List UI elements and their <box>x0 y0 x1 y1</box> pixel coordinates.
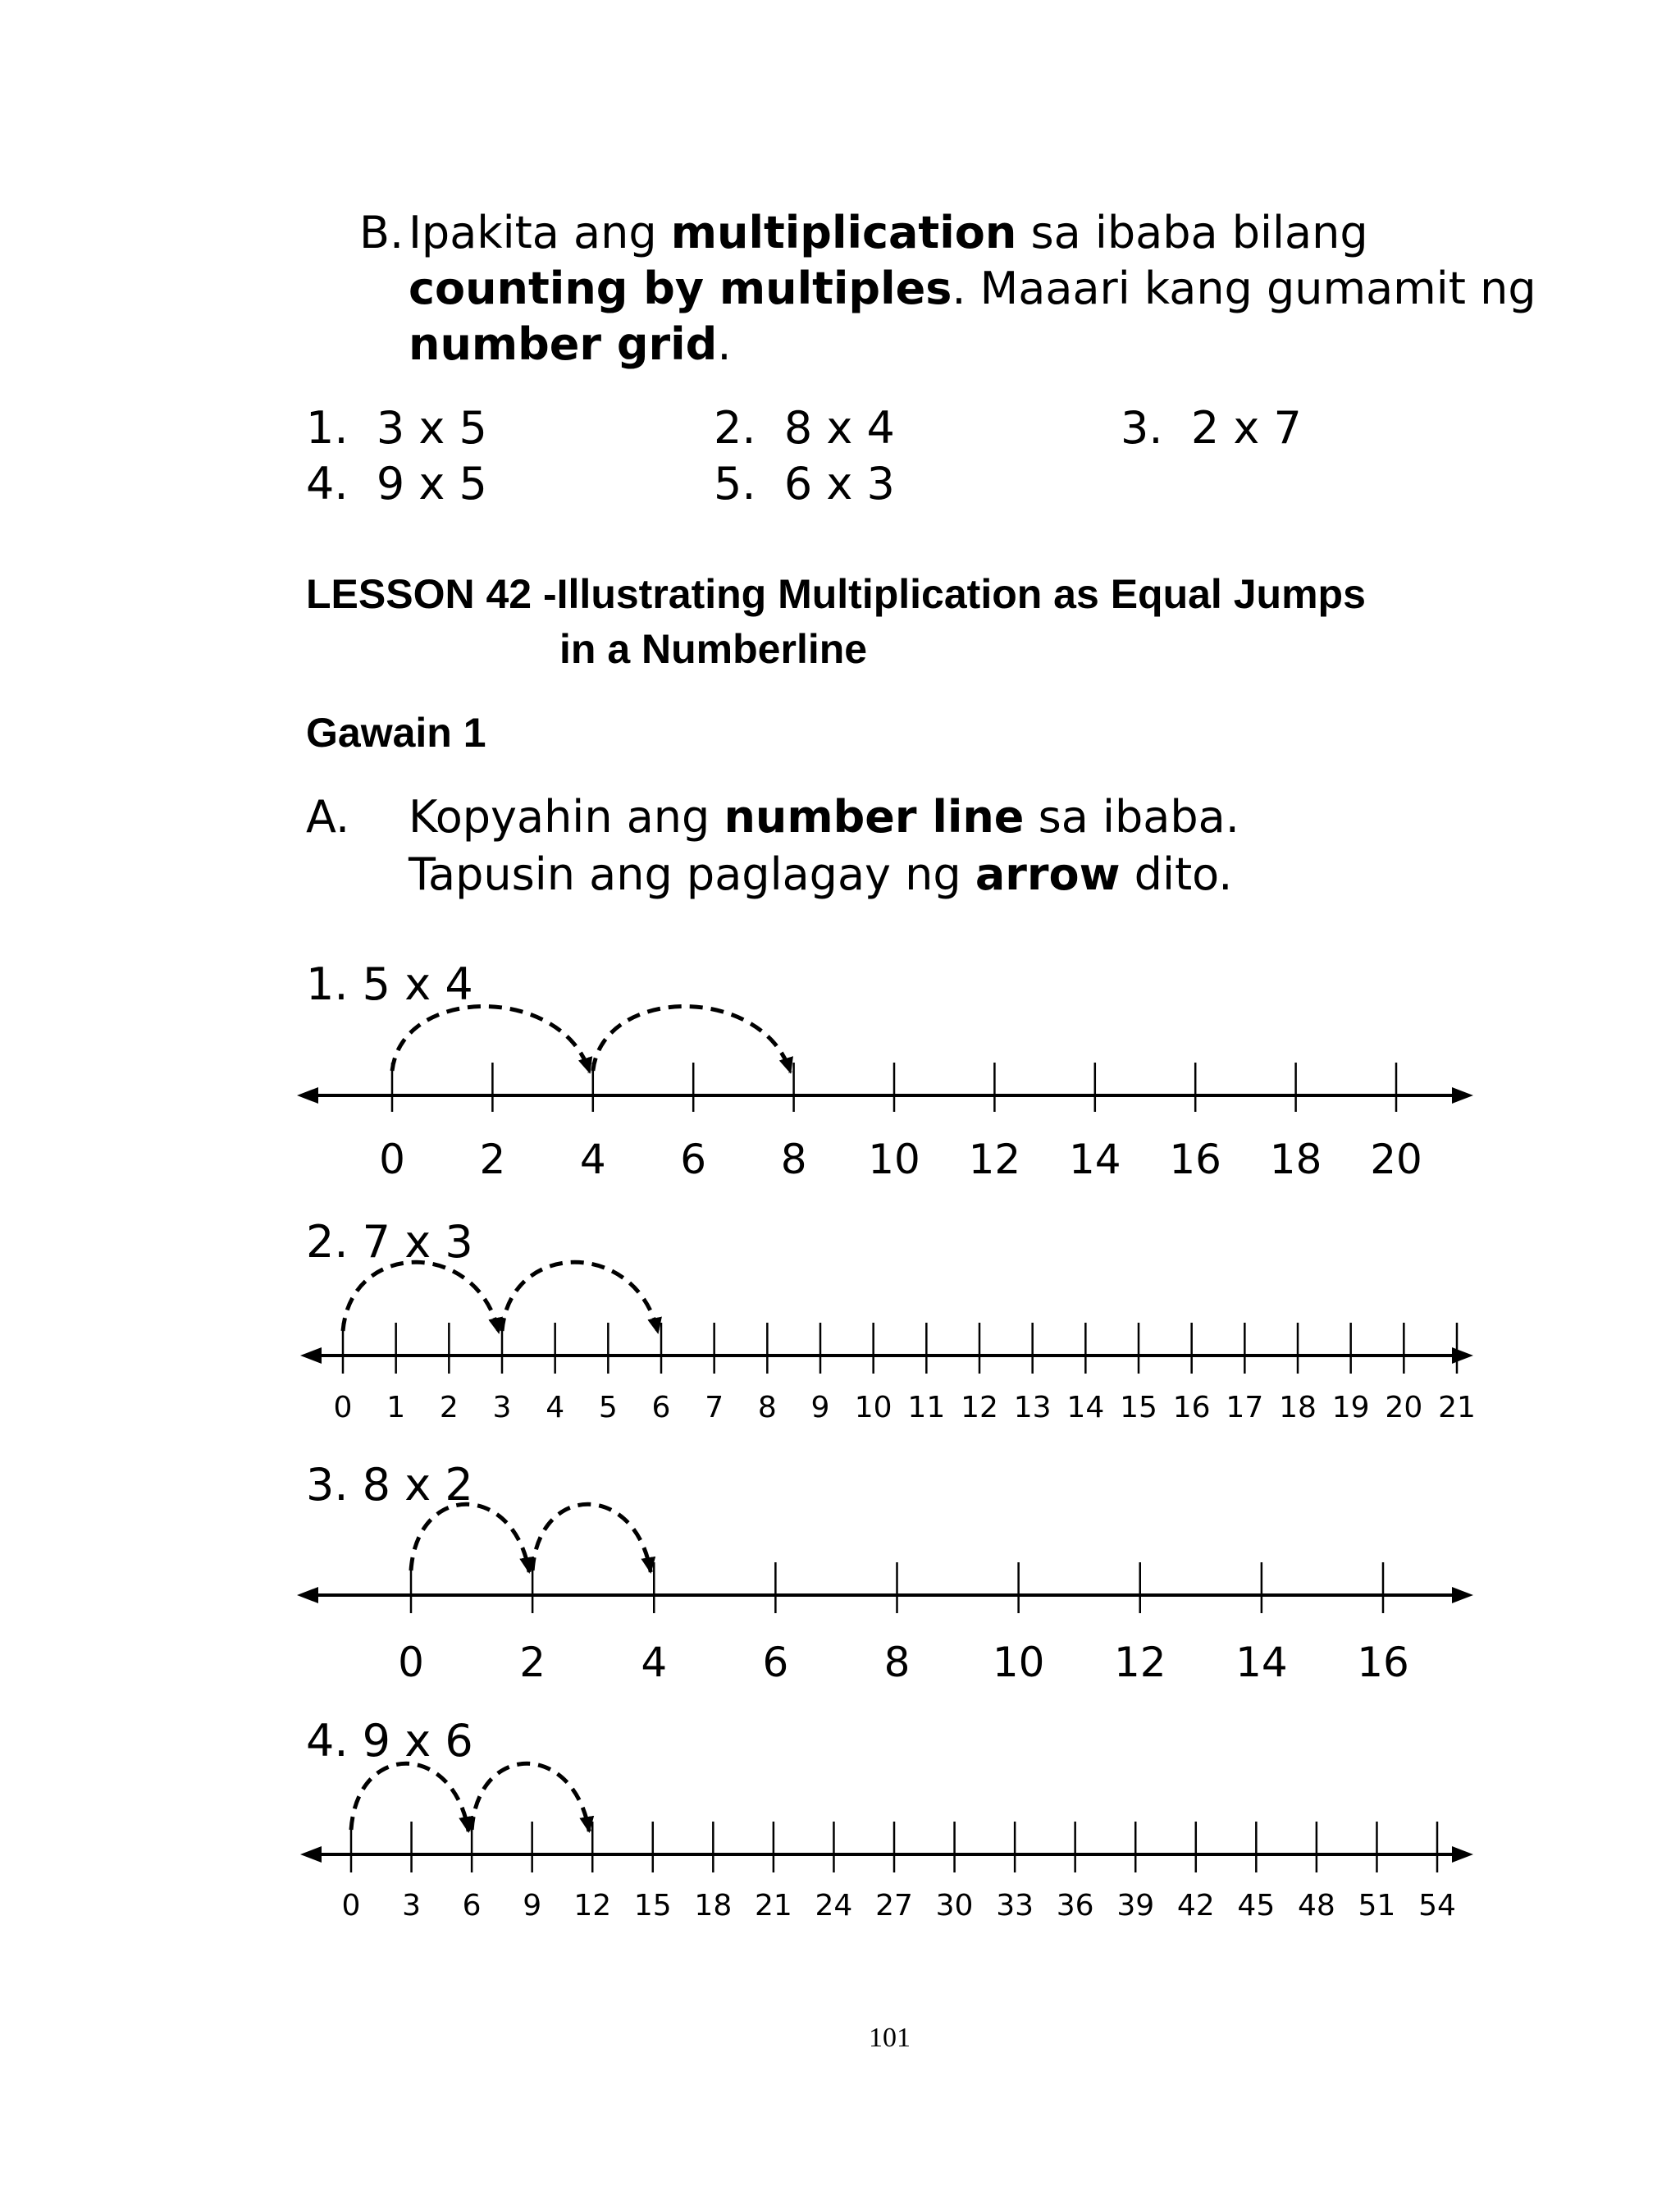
bold-term: counting by multiples <box>409 263 952 314</box>
tick-label: 18 <box>1269 1136 1322 1183</box>
tick-label: 8 <box>883 1639 911 1686</box>
tick-label: 0 <box>379 1136 405 1183</box>
tick-label: 8 <box>757 1391 777 1424</box>
tick-label: 15 <box>633 1889 672 1923</box>
exercise-item: 3. 2 x 7 <box>1121 402 1302 454</box>
tick-label: 17 <box>1226 1391 1264 1424</box>
tick-label: 16 <box>1169 1136 1222 1183</box>
tick-label: 0 <box>341 1889 361 1923</box>
text: Tapusin ang paglagay ng <box>409 848 975 900</box>
text: . <box>717 318 732 370</box>
lesson-title-cont: in a Numberline <box>559 626 868 672</box>
number-line-3 <box>0 1485 1680 1686</box>
tick-label: 6 <box>680 1136 707 1183</box>
tick-label: 11 <box>907 1391 946 1424</box>
tick-label: 9 <box>523 1889 542 1923</box>
tick-label: 3 <box>492 1391 512 1424</box>
tick-label: 0 <box>333 1391 353 1424</box>
tick-label: 7 <box>705 1391 724 1424</box>
numberline-label: 1. 5 x 4 <box>306 958 473 1010</box>
bold-term: arrow <box>975 848 1121 900</box>
tick-label: 20 <box>1370 1136 1422 1183</box>
tick-label: 24 <box>815 1889 853 1923</box>
section-b-line-2 <box>409 261 1536 317</box>
tick-label: 42 <box>1176 1889 1215 1923</box>
tick-label: 36 <box>1056 1889 1094 1923</box>
tick-label: 4 <box>641 1639 668 1686</box>
tick-label: 48 <box>1297 1889 1335 1923</box>
numberline-label: 3. 8 x 2 <box>306 1459 473 1511</box>
tick-label: 1 <box>386 1391 406 1424</box>
section-b-letter: B. <box>359 207 404 258</box>
bold-term: multiplication <box>670 207 1017 258</box>
tick-label: 12 <box>961 1391 998 1424</box>
lesson-title: LESSON 42 -Illustrating Multiplication as Equal Jumps <box>306 571 1366 617</box>
exercise-item: 2. 8 x 4 <box>714 402 895 454</box>
section-a-line-1 <box>409 789 1239 845</box>
jump-arrow <box>351 1763 468 1831</box>
tick-label: 10 <box>992 1639 1045 1686</box>
number-line-4 <box>0 1748 1680 1936</box>
numberline-label: 4. 9 x 6 <box>306 1715 473 1767</box>
tick-label: 20 <box>1385 1391 1423 1424</box>
tick-label: 9 <box>810 1391 830 1424</box>
bold-term: number line <box>724 791 1025 843</box>
text: Ipakita ang <box>409 207 671 258</box>
text: Kopyahin ang <box>409 791 724 843</box>
section-a-line-2 <box>409 847 1232 903</box>
tick-label: 10 <box>854 1391 892 1424</box>
jump-arrow <box>411 1504 529 1572</box>
tick-label: 21 <box>1438 1391 1476 1424</box>
tick-label: 2 <box>479 1136 506 1183</box>
tick-label: 30 <box>935 1889 974 1923</box>
numberline-label: 2. 7 x 3 <box>306 1216 473 1268</box>
section-b-line-1 <box>409 205 1368 261</box>
tick-label: 51 <box>1358 1889 1396 1923</box>
tick-label: 12 <box>573 1889 612 1923</box>
number-line-1 <box>0 985 1680 1182</box>
exercise-item: 5. 6 x 3 <box>714 458 895 510</box>
gawain-title: Gawain 1 <box>306 710 486 756</box>
tick-label: 6 <box>462 1889 482 1923</box>
exercise-item: 1. 3 x 5 <box>306 402 487 454</box>
jump-arrow <box>343 1262 499 1333</box>
tick-label: 14 <box>1068 1136 1121 1183</box>
tick-label: 4 <box>579 1136 606 1183</box>
tick-label: 18 <box>1279 1391 1317 1424</box>
tick-label: 18 <box>694 1889 733 1923</box>
text: dito. <box>1120 848 1233 900</box>
tick-label: 6 <box>651 1391 671 1424</box>
section-b-line-3 <box>409 317 731 373</box>
bold-term: number grid <box>409 318 718 370</box>
tick-label: 12 <box>968 1136 1021 1183</box>
tick-label: 5 <box>598 1391 618 1424</box>
tick-label: 21 <box>754 1889 792 1923</box>
tick-label: 33 <box>996 1889 1034 1923</box>
number-line-2 <box>0 1247 1680 1436</box>
jump-arrow <box>502 1262 658 1333</box>
tick-label: 16 <box>1172 1391 1211 1424</box>
jump-arrow <box>593 1006 791 1072</box>
tick-label: 6 <box>762 1639 789 1686</box>
text: . Maaari kang gumamit ng <box>952 263 1536 314</box>
tick-label: 8 <box>780 1136 807 1183</box>
page-number: 101 <box>869 2023 911 2053</box>
text: sa ibaba bilang <box>1016 207 1368 258</box>
jump-arrow <box>392 1006 590 1072</box>
jump-arrow <box>532 1504 651 1572</box>
tick-label: 13 <box>1013 1391 1052 1424</box>
tick-label: 4 <box>546 1391 565 1424</box>
tick-label: 0 <box>398 1639 424 1686</box>
exercise-item: 4. 9 x 5 <box>306 458 487 510</box>
tick-label: 54 <box>1418 1889 1456 1923</box>
tick-label: 12 <box>1113 1639 1166 1686</box>
tick-label: 16 <box>1357 1639 1409 1686</box>
tick-label: 14 <box>1235 1639 1288 1686</box>
tick-label: 45 <box>1237 1889 1276 1923</box>
text: sa ibaba. <box>1024 791 1239 843</box>
section-a-letter: A. <box>306 791 350 843</box>
jump-arrow <box>472 1763 589 1831</box>
tick-label: 10 <box>868 1136 920 1183</box>
tick-label: 3 <box>402 1889 422 1923</box>
tick-label: 2 <box>439 1391 459 1424</box>
tick-label: 2 <box>519 1639 546 1686</box>
tick-label: 19 <box>1331 1391 1370 1424</box>
tick-label: 15 <box>1120 1391 1157 1424</box>
tick-label: 14 <box>1066 1391 1105 1424</box>
tick-label: 27 <box>875 1889 913 1923</box>
tick-label: 39 <box>1116 1889 1155 1923</box>
